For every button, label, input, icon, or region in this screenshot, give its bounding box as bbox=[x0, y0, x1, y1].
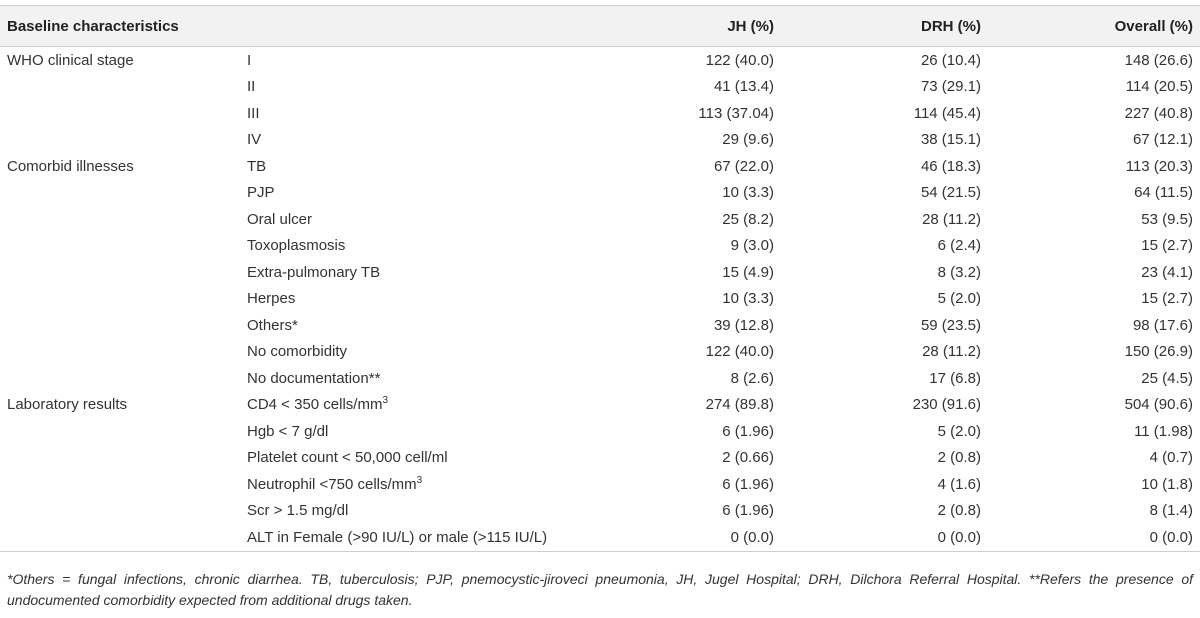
cell-overall: 0 (0.0) bbox=[981, 524, 1200, 551]
table-footnote: *Others = fungal infections, chronic diarrhea. TB, tuberculosis; PJP, pnemocystic-jiroveci pneumonia, JH, Jugel Hospital; DRH, Dilchora Referral Hospital. **Refers the presence of undocumented comorbidity expected from additional drugs taken. bbox=[7, 571, 1193, 608]
row-item-label: Platelet count < 50,000 cell/ml bbox=[247, 449, 448, 467]
row-item-label: Herpes bbox=[247, 290, 296, 308]
cell-overall: 15 (2.7) bbox=[1141, 290, 1193, 308]
table-row bbox=[0, 524, 1200, 551]
cell-overall: 98 (17.6) bbox=[1132, 316, 1193, 334]
row-item-label: II bbox=[247, 78, 256, 96]
cell-overall: 53 (9.5) bbox=[1141, 210, 1193, 228]
row-item-label: Neutrophil <750 cells/$mm^3$ bbox=[247, 474, 423, 493]
cell-jh: 274 (89.8) bbox=[705, 396, 774, 414]
row-group-label bbox=[0, 339, 247, 366]
cell-overall: 148 (26.6) bbox=[1124, 51, 1193, 69]
cell-drh: 59 (23.5) bbox=[920, 316, 981, 334]
row-group-label bbox=[0, 74, 247, 101]
cell-drh: 38 (15.1) bbox=[920, 131, 981, 149]
cell-overall: 227 (40.8) bbox=[1124, 104, 1193, 122]
cell-overall: 23 (4.1) bbox=[1141, 263, 1193, 281]
row-group-label bbox=[0, 471, 247, 498]
cell-overall: 8 (1.4) bbox=[1149, 502, 1193, 520]
row-group-label bbox=[0, 498, 247, 525]
row-item-label: PJP bbox=[247, 184, 275, 202]
cell-overall: 504 (90.6) bbox=[1124, 396, 1193, 414]
cell-drh: 4 (1.6) bbox=[937, 475, 981, 493]
table-row bbox=[0, 233, 1200, 260]
cell-overall: 11 (1.98) bbox=[1134, 422, 1193, 440]
unit-superscript: 3 bbox=[416, 474, 423, 486]
cell-jh: 67 (22.0) bbox=[713, 157, 774, 175]
cell-jh: 6 (1.96) bbox=[722, 502, 774, 520]
cell-drh: 28 (11.2) bbox=[922, 343, 981, 361]
row-group-label bbox=[0, 180, 247, 207]
header-drh: DRH (%) bbox=[774, 6, 981, 47]
cell-drh: 5 (2.0) bbox=[937, 422, 981, 440]
cell-drh: 2 (0.8) bbox=[937, 449, 981, 467]
table-row bbox=[0, 153, 1200, 180]
table-row bbox=[0, 47, 1200, 74]
header-overall: Overall (%) bbox=[981, 6, 1200, 47]
row-item-label: No documentation** bbox=[247, 369, 381, 387]
cell-drh: 26 (10.4) bbox=[920, 51, 981, 69]
row-group-label bbox=[0, 127, 247, 154]
row-item-label: No comorbidity bbox=[247, 343, 348, 361]
table-row bbox=[0, 445, 1200, 472]
baseline-characteristics-table bbox=[0, 5, 1200, 552]
cell-jh: 122 (40.0) bbox=[705, 51, 774, 69]
table-row bbox=[0, 74, 1200, 101]
row-item-label: I bbox=[247, 51, 252, 69]
cell-jh: 0 (0.0) bbox=[630, 524, 774, 551]
table-row bbox=[0, 312, 1200, 339]
baseline-characteristics-table-container bbox=[0, 5, 1200, 552]
table-row bbox=[0, 127, 1200, 154]
header-subcategory bbox=[247, 6, 630, 47]
cell-jh: 25 (8.2) bbox=[722, 210, 774, 228]
cell-drh: 2 (0.8) bbox=[937, 502, 981, 520]
cell-overall: 4 (0.7) bbox=[1149, 449, 1193, 467]
row-group-label: Comorbid illnesses bbox=[7, 157, 134, 175]
row-group-label bbox=[0, 100, 247, 127]
header-baseline-characteristics: Baseline characteristics bbox=[0, 6, 247, 47]
row-group-label bbox=[0, 259, 247, 286]
table-row bbox=[0, 259, 1200, 286]
cell-drh: 8 (3.2) bbox=[937, 263, 981, 281]
table-row bbox=[0, 418, 1200, 445]
row-item-label: CD4 < 350 cells/$mm^3$ bbox=[247, 395, 389, 414]
row-item-label: IV bbox=[247, 131, 262, 149]
row-item-label: Scr > 1.5 mg/dl bbox=[247, 502, 349, 520]
cell-drh: 54 (21.5) bbox=[920, 184, 981, 202]
table-row bbox=[0, 498, 1200, 525]
cell-drh: 73 (29.1) bbox=[920, 78, 981, 96]
row-group-label bbox=[0, 445, 247, 472]
row-group-label bbox=[0, 365, 247, 392]
cell-drh: 28 (11.2) bbox=[922, 210, 981, 228]
cell-overall: 67 (12.1) bbox=[1132, 131, 1193, 149]
row-group-label bbox=[0, 286, 247, 313]
cell-drh: 0 (0.0) bbox=[774, 524, 981, 551]
row-group-label bbox=[0, 524, 247, 551]
cell-jh: 41 (13.4) bbox=[713, 78, 774, 96]
table-row bbox=[0, 365, 1200, 392]
header-jh: JH (%) bbox=[630, 6, 774, 47]
cell-jh: 113 (37.04) bbox=[698, 104, 774, 122]
cell-jh: 9 (3.0) bbox=[730, 237, 774, 255]
cell-jh: 8 (2.6) bbox=[730, 369, 774, 387]
row-group-label bbox=[0, 233, 247, 260]
row-item-label: Others* bbox=[247, 316, 298, 334]
row-item-label: ALT in Female (>90 IU/L) or male (>115 IU/L) bbox=[247, 524, 630, 551]
cell-jh: 10 (3.3) bbox=[722, 290, 774, 308]
table-header-row bbox=[0, 6, 1200, 47]
cell-drh: 5 (2.0) bbox=[937, 290, 981, 308]
cell-jh: 6 (1.96) bbox=[722, 475, 774, 493]
table-row bbox=[0, 100, 1200, 127]
row-item-label: Oral ulcer bbox=[247, 210, 313, 228]
cell-overall: 113 (20.3) bbox=[1125, 157, 1193, 175]
row-item-label: Extra-pulmonary TB bbox=[247, 263, 381, 281]
unit-superscript: 3 bbox=[382, 395, 389, 407]
cell-jh: 10 (3.3) bbox=[722, 184, 774, 202]
cell-drh: 17 (6.8) bbox=[929, 369, 981, 387]
row-group-label: WHO clinical stage bbox=[7, 51, 134, 69]
table-row bbox=[0, 471, 1200, 498]
row-item-label: TB bbox=[247, 157, 267, 175]
cell-overall: 114 (20.5) bbox=[1125, 78, 1193, 96]
row-item-label: III bbox=[247, 104, 260, 122]
cell-overall: 10 (1.8) bbox=[1141, 475, 1193, 493]
cell-drh: 230 (91.6) bbox=[912, 396, 981, 414]
table-row bbox=[0, 339, 1200, 366]
row-group-label bbox=[0, 206, 247, 233]
table-row bbox=[0, 206, 1200, 233]
cell-overall: 25 (4.5) bbox=[1141, 369, 1193, 387]
cell-jh: 122 (40.0) bbox=[705, 343, 774, 361]
cell-drh: 6 (2.4) bbox=[937, 237, 981, 255]
cell-drh: 46 (18.3) bbox=[920, 157, 981, 175]
row-group-label bbox=[0, 312, 247, 339]
cell-jh: 2 (0.66) bbox=[722, 449, 774, 467]
cell-drh: 114 (45.4) bbox=[913, 104, 981, 122]
cell-overall: 15 (2.7) bbox=[1141, 237, 1193, 255]
table-row bbox=[0, 392, 1200, 419]
cell-overall: 150 (26.9) bbox=[1124, 343, 1193, 361]
table-body bbox=[0, 47, 1200, 552]
cell-jh: 6 (1.96) bbox=[722, 422, 774, 440]
row-item-label: Hgb < 7 g/dl bbox=[247, 422, 329, 440]
cell-jh: 39 (12.8) bbox=[713, 316, 774, 334]
cell-overall: 64 (11.5) bbox=[1134, 184, 1193, 202]
table-row bbox=[0, 286, 1200, 313]
table-row bbox=[0, 180, 1200, 207]
cell-jh: 15 (4.9) bbox=[722, 263, 774, 281]
cell-jh: 29 (9.6) bbox=[722, 131, 774, 149]
row-group-label bbox=[0, 418, 247, 445]
row-item-label: Toxoplasmosis bbox=[247, 237, 346, 255]
row-group-label: Laboratory results bbox=[7, 396, 128, 414]
